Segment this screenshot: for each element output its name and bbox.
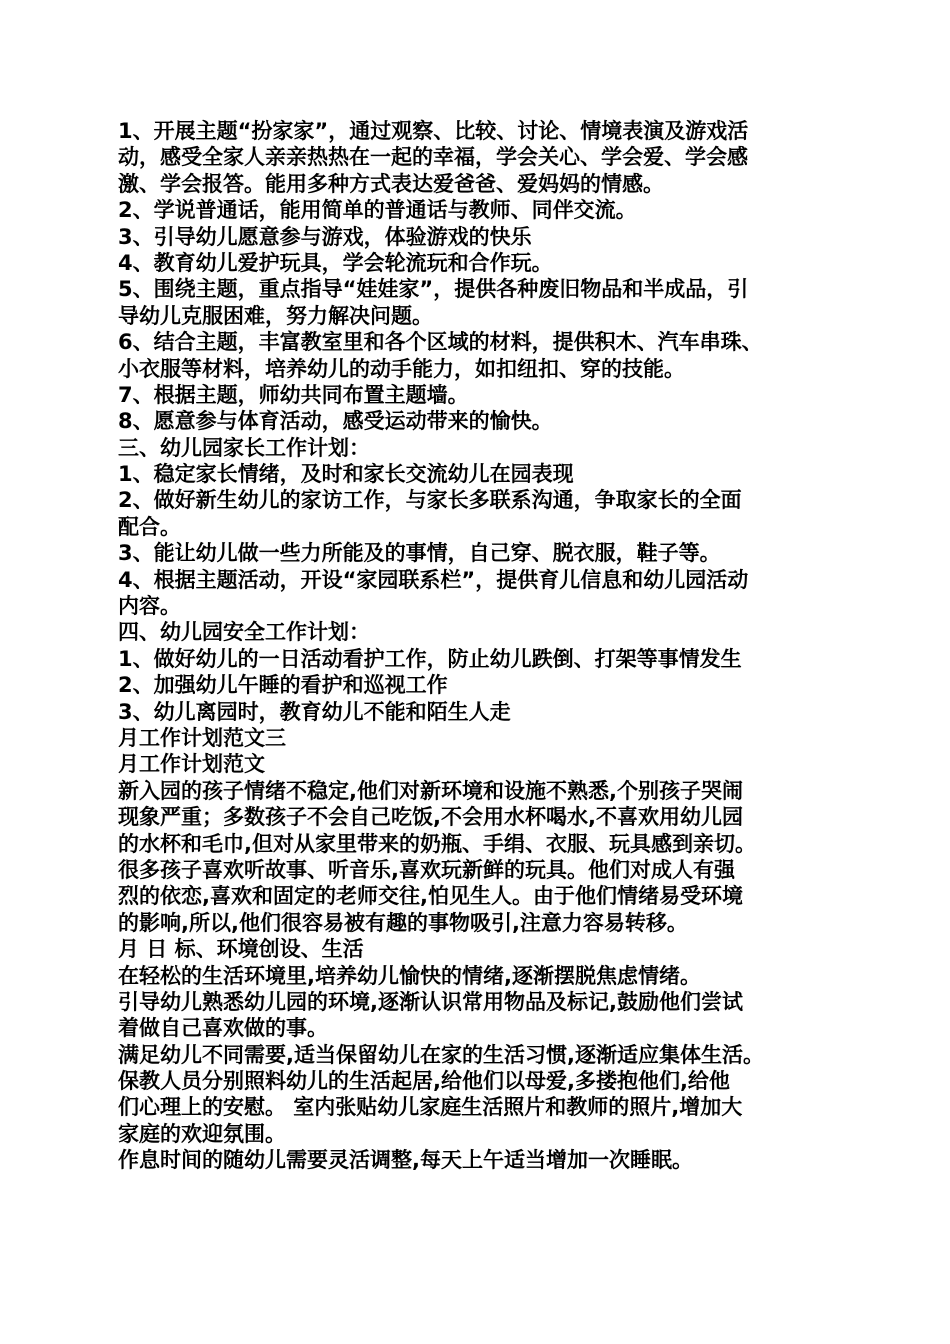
- text-line: 引导幼儿熟悉幼儿园的环境,逐渐认识常用物品及标记,鼓励他们尝试: [118, 989, 743, 1014]
- text-line: 4、根据主题活动，开设“家园联系栏”，提供育儿信息和幼儿园活动: [118, 567, 749, 592]
- text-line: 烈的依恋,喜欢和固定的老师交往,怕见生人。由于他们情绪易受环境: [118, 884, 743, 909]
- section-heading: 三、幼儿园家长工作计划：: [118, 435, 370, 460]
- text-line: 家庭的欢迎氛围。: [118, 1121, 286, 1146]
- text-line: 8、愿意参与体育活动，感受运动带来的愉快。: [118, 409, 553, 434]
- text-line: 动，感受全家人亲亲热热在一起的幸福，学会关心、学会爱、学会感: [118, 145, 748, 170]
- section-heading: 月工作计划范文: [118, 752, 265, 777]
- text-line: 作息时间的随幼儿需要灵活调整,每天上午适当增加一次睡眠。: [118, 1148, 693, 1173]
- text-line: 保教人员分别照料幼儿的生活起居,给他们以母爱,多搂抱他们,给他: [118, 1069, 730, 1094]
- text-line: 满足幼儿不同需要,适当保留幼儿在家的生活习惯,逐渐适应集体生活。: [118, 1042, 764, 1067]
- section-heading: 月工作计划范文三: [118, 725, 286, 750]
- text-line: 2、做好新生幼儿的家访工作，与家长多联系沟通，争取家长的全面: [118, 488, 742, 513]
- document-body: [118, 118, 840, 1174]
- text-line: 的影响,所以,他们很容易被有趣的事物吸引,注意力容易转移。: [118, 910, 688, 935]
- text-line: 们心理上的安慰。 室内张贴幼儿家庭生活照片和教师的照片,增加大: [118, 1095, 743, 1120]
- section-heading: 月 日 标、环境创设、生活: [118, 937, 364, 962]
- text-line: 现象严重；多数孩子不会自己吃饭,不会用水杯喝水,不喜欢用幼儿园: [118, 805, 743, 830]
- text-line: 小衣服等材料，培养幼儿的动手能力，如扣纽扣、穿的技能。: [118, 356, 685, 381]
- text-line: 2、加强幼儿午睡的看护和巡视工作: [118, 673, 448, 698]
- text-line: 6、结合主题，丰富教室里和各个区域的材料，提供积木、汽车串珠、: [118, 330, 763, 355]
- text-line: 1、稳定家长情绪，及时和家长交流幼儿在园表现: [118, 462, 574, 487]
- text-line: 激、学会报答。能用多种方式表达爱爸爸、爱妈妈的情感。: [118, 171, 664, 196]
- text-line: 1、开展主题“扮家家”，通过观察、比较、讨论、情境表演及游戏活: [118, 119, 749, 143]
- text-line: 1、做好幼儿的一日活动看护工作，防止幼儿跌倒、打架等事情发生: [118, 646, 742, 671]
- text-line: 导幼儿克服困难，努力解决问题。: [118, 303, 433, 328]
- text-line: 3、幼儿离园时，教育幼儿不能和陌生人走: [118, 699, 511, 724]
- text-line: 很多孩子喜欢听故事、听音乐,喜欢玩新鲜的玩具。他们对成人有强: [118, 857, 735, 882]
- text-line: 4、教育幼儿爱护玩具，学会轮流玩和合作玩。: [118, 250, 553, 275]
- section-heading: 四、幼儿园安全工作计划：: [118, 620, 370, 645]
- text-line: 内容。: [118, 594, 181, 619]
- text-line: 3、能让幼儿做一些力所能及的事情，自己穿、脱衣服，鞋子等。: [118, 541, 721, 566]
- text-line: 配合。: [118, 514, 181, 539]
- text-line: 3、引导幼儿愿意参与游戏，体验游戏的快乐: [118, 224, 532, 249]
- text-line: 新入园的孩子情绪不稳定,他们对新环境和设施不熟悉,个别孩子哭闹: [118, 778, 743, 803]
- text-line: 7、根据主题，师幼共同布置主题墙。: [118, 382, 469, 407]
- text-line: 的水杯和毛巾,但对从家里带来的奶瓶、手绢、衣服、玩具感到亲切。: [118, 831, 756, 856]
- text-line: 2、学说普通话，能用简单的普通话与教师、同伴交流。: [118, 198, 637, 223]
- text-line: 5、围绕主题，重点指导“娃娃家”，提供各种废旧物品和半成品，引: [118, 277, 749, 302]
- text-line: 着做自己喜欢做的事。: [118, 1016, 328, 1041]
- text-line: 在轻松的生活环境里,培养幼儿愉快的情绪,逐渐摆脱焦虑情绪。: [118, 963, 701, 988]
